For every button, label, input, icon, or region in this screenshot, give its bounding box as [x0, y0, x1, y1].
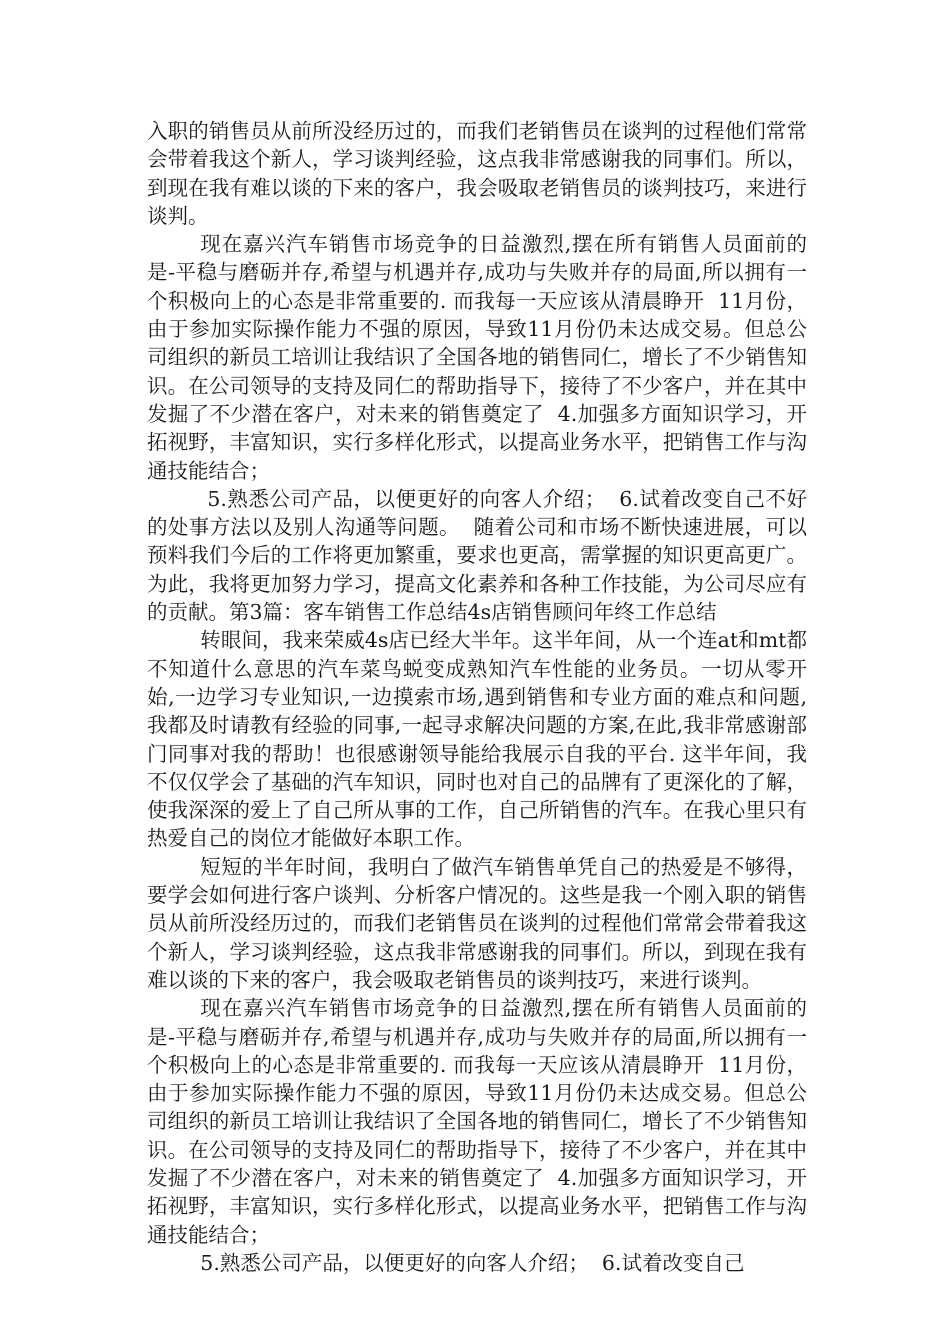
paragraph-2: 现在嘉兴汽车销售市场竞争的日益激烈,摆在所有销售人员面前的是-平稳与磨砺并存,希望与机遇并存,成功与失败并存的局面,所以拥有一个积极向上的心态是非常重要的. 而我每一天应该从清晨睁开 11月份，由于参加实际操作能力不强的原因，导致11月份仍未达成交易。但总公司组织的新员工培训让我结识了全国各地的销售同仁，增长了不少销售知识。在公司领导的支持及同仁的帮助指导下，接待了不少客户，并在其中发掘了不少潜在客户，对未来的销售奠定了 4.加强多方面知识学习，开拓视野，丰富知识，实行多样化形式，以提高业务水平，把销售工作与沟通技能结合； — [147, 232, 807, 483]
paragraph-7: 5.熟悉公司产品，以便更好的向客人介绍； 6.试着改变自己 — [200, 1250, 745, 1275]
paragraph-4: 转眼间，我来荣威4s店已经大半年。这半年间，从一个连at和mt都不知道什么意思的汽车菜鸟蜕变成熟知汽车性能的业务员。一切从零开始,一边学习专业知识,一边摸索市场,遇到销售和专业方面的难点和问题,我都及时请教有经验的同事,一起寻求解决问题的方案,在此,我非常感谢部门同事对我的帮助！也很感谢领导能给我展示自我的平台. 这半年间，我不仅仅学会了基础的汽车知识，同时也对自己的品牌有了更深化的了解，使我深深的爱上了自己所从事的工作，自己所销售的汽车。在我心里只有热爱自己的岗位才能做好本职工作。 — [147, 628, 807, 851]
paragraph-1: 入职的销售员从前所没经历过的，而我们老销售员在谈判的过程他们常常会带着我这个新人，学习谈判经验，这点我非常感谢我的同事们。所以，到现在我有难以谈的下来的客户，我会吸取老销售员的谈判技巧，来进行谈判。 — [147, 119, 807, 228]
paragraph-3: 5.熟悉公司产品，以便更好的向客人介绍； 6.试着改变自己不好的处事方法以及别人沟通等问题。 随着公司和市场不断快速进展，可以预料我们今后的工作将更加繁重，要求也更高，需掌握的知识更高更广。为此，我将更加努力学习，提高文化素养和各种工作技能，为公司尽应有的贡献。第3篇：客车销售工作总结4s店销售顾问年终工作总结 — [147, 486, 807, 625]
document-page — [147, 117, 807, 1277]
paragraph-6: 现在嘉兴汽车销售市场竞争的日益激烈,摆在所有销售人员面前的是-平稳与磨砺并存,希望与机遇并存,成功与失败并存的局面,所以拥有一个积极向上的心态是非常重要的. 而我每一天应该从清晨睁开 11月份，由于参加实际操作能力不强的原因，导致11月份仍未达成交易。但总公司组织的新员工培训让我结识了全国各地的销售同仁，增长了不少销售知识。在公司领导的支持及同仁的帮助指导下，接待了不少客户，并在其中发掘了不少潜在客户，对未来的销售奠定了 4.加强多方面知识学习，开拓视野，丰富知识，实行多样化形式，以提高业务水平，把销售工作与沟通技能结合； — [147, 996, 807, 1247]
paragraph-5: 短短的半年时间，我明白了做汽车销售单凭自己的热爱是不够得，要学会如何进行客户谈判、分析客户情况的。这些是我一个刚入职的销售员从前所没经历过的，而我们老销售员在谈判的过程他们常常会带着我这个新人，学习谈判经验，这点我非常感谢我的同事们。所以，到现在我有难以谈的下来的客户，我会吸取老销售员的谈判技巧，来进行谈判。 — [147, 854, 807, 992]
